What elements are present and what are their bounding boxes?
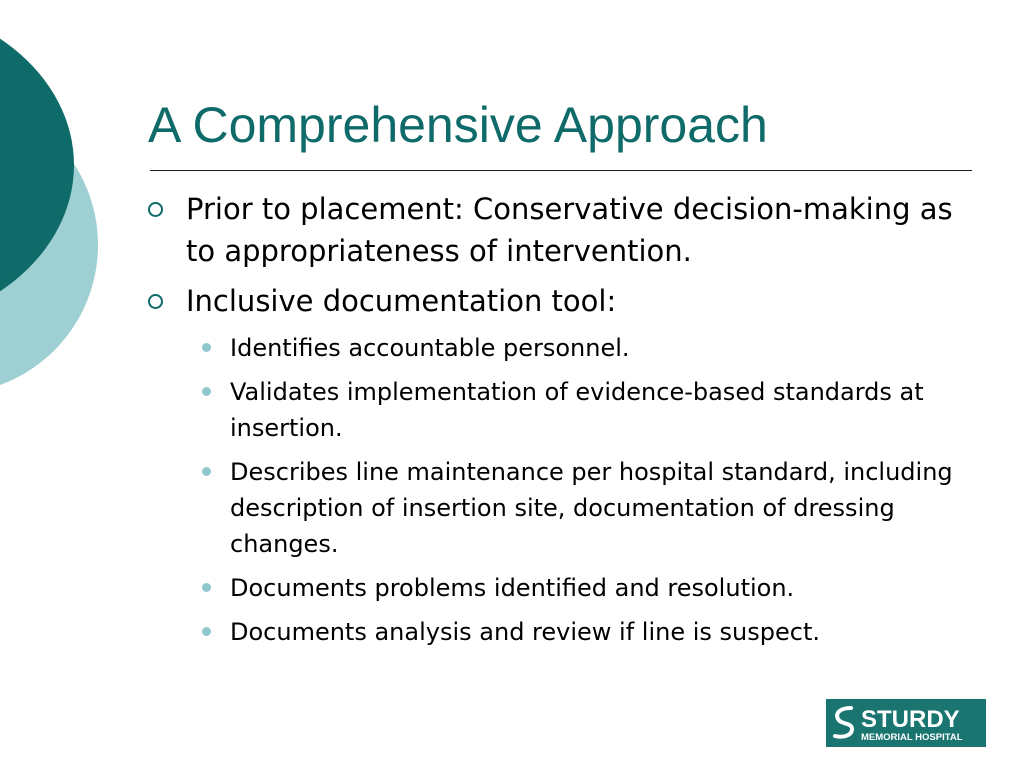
sub-bullet-text: Describes line maintenance per hospital standard, including description of insertion site, documentation of dressing changes. xyxy=(230,458,953,558)
title-divider xyxy=(150,170,972,171)
hospital-logo xyxy=(826,699,986,747)
dot-bullet-icon xyxy=(202,343,211,352)
bullet-item xyxy=(148,188,968,272)
logo-subtitle: MEMORIAL HOSPITAL xyxy=(861,732,963,743)
sub-bullet-item xyxy=(148,330,968,366)
sub-bullet-text: Identifies accountable personnel. xyxy=(230,334,630,362)
slide-title: A Comprehensive Approach xyxy=(148,97,768,153)
bullet-text: Inclusive documentation tool: xyxy=(186,284,617,318)
hollow-circle-bullet-icon xyxy=(148,294,163,309)
sub-bullet-text: Documents analysis and review if line is suspect. xyxy=(230,618,820,646)
sub-bullet-text: Documents problems identified and resolution. xyxy=(230,574,795,602)
logo-wordmark: STURDY xyxy=(861,706,960,733)
sub-bullet-item xyxy=(148,570,968,606)
dot-bullet-icon xyxy=(202,467,211,476)
sub-bullet-item xyxy=(148,454,968,562)
bullet-list xyxy=(148,188,968,658)
sub-bullet-item xyxy=(148,614,968,650)
bullet-item xyxy=(148,280,968,322)
dot-bullet-icon xyxy=(202,627,211,636)
dot-bullet-icon xyxy=(202,387,211,396)
sub-bullet-list xyxy=(148,330,968,650)
hollow-circle-bullet-icon xyxy=(148,202,163,217)
sub-bullet-text: Validates implementation of evidence-based standards at insertion. xyxy=(230,378,924,442)
sub-bullet-item xyxy=(148,374,968,446)
dot-bullet-icon xyxy=(202,583,211,592)
sturdy-logo-mark xyxy=(831,703,981,743)
bullet-text: Prior to placement: Conservative decision-making as to appropriateness of intervention. xyxy=(186,192,953,268)
